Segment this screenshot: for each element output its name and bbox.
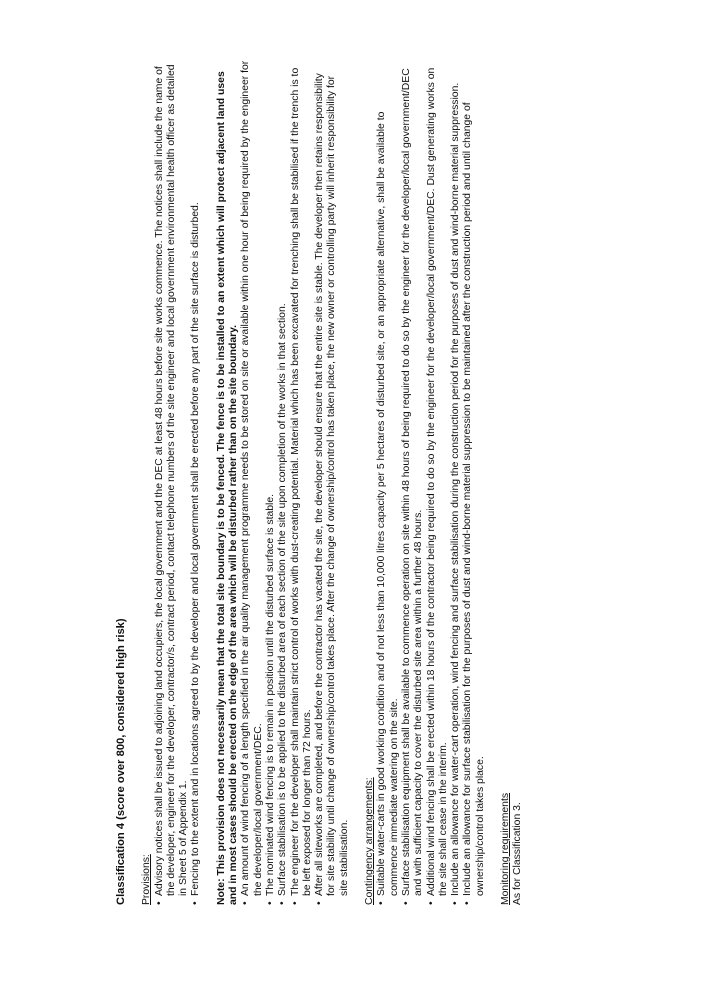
spacer [203, 60, 216, 905]
monitoring-heading: Monitoring requirements [500, 792, 512, 905]
spacer [487, 60, 500, 905]
list-item: • Additional wind fencing shall be erected within 18 hours of the contractor being required to do so by the engineer for the developer/local government/DEC. Dust generating works on the site shall cease in the interim. [426, 60, 451, 905]
page-title: Classification 4 (score over 800, considered high risk) [115, 618, 127, 905]
note-text: Note: This provision does not necessarily mean that the total site boundary is to be fenced. The fence is to be installed to an extent which will protect adjacent land uses and in most cases should be erected on the edge of the area which will be disturbed rather than on the site boundary. [215, 71, 240, 905]
note-list [240, 60, 351, 905]
list-item: • Suitable water-carts in good working condition and of not less than 10,000 litres capacity per 5 hectares of disturbed site, or an appropriate alternative, shall be available to commence immediate watering on the site. [376, 60, 401, 905]
list-item: • Surface stabilisation equipment shall be available to commence operation on site within 48 hours of being required to do so by the engineer for the developer/local government/DEC and with sufficient capacity to cover the disturbed site area within a further 48 hours. [401, 60, 426, 905]
list-item: • Surface stabilisation is to be applied to the disturbed area of each section of the site upon completion of the works in that section. [277, 60, 289, 905]
list-item: • Advisory notices shall be issued to adjoining land occupiers, the local government and the DEC at least 48 hours before site works commence. The notices shall include the name of the developer, engineer for the developer, contractor/s, contract period, contact telephone numbers of the site engineer and local government environmental health officer as detailed in Sheet 5 of Appendix 1. [154, 60, 191, 905]
list-item: • The nominated wind fencing is to remain in position until the disturbed surface is stable. [265, 60, 277, 905]
list-item: • Fencing to the extent and in locations agreed to by the developer and local government shall be erected before any part of the site surface is disturbed. [190, 60, 202, 905]
list-item: • After all siteworks are completed, and before the contractor has vacated the site, the developer should ensure that the entire site is stable. The developer then retains responsibility for site stability until change of ownership/control takes place. After the change of ownership/control has taken place, the new owner or controlling party will inherit responsibility for site stabilisation. [314, 60, 351, 905]
document-body [115, 60, 525, 905]
list-item: • Include an allowance for water-cart operation, wind fencing and surface stabilisation during the construction period for the purposes of dust and wind-borne material suppression. [450, 60, 462, 905]
spacer [351, 60, 364, 905]
list-item: • The engineer for the developer shall maintain strict control of works with dust-creating potential. Material which has been excavated for trenching shall be stabilised if the trench is to be left exposed for longer than 72 hours. [290, 60, 315, 905]
contingency-heading: Contingency arrangements: [364, 777, 376, 905]
provisions-list [154, 60, 203, 905]
list-item: • An amount of wind fencing of a length specified in the air quality management programme needs to be stored on site or available within one hour of being required by the engineer for the developer/local government/DEC. [240, 60, 265, 905]
list-item: • Include an allowance for surface stabilisation for the purposes of dust and wind-borne material suppression to be maintained after the construction period and until change of ownership/control takes place. [462, 60, 487, 905]
contingency-list [376, 60, 487, 905]
monitoring-text: As for Classification 3. [512, 802, 524, 905]
provisions-heading: Provisions: [141, 854, 153, 905]
